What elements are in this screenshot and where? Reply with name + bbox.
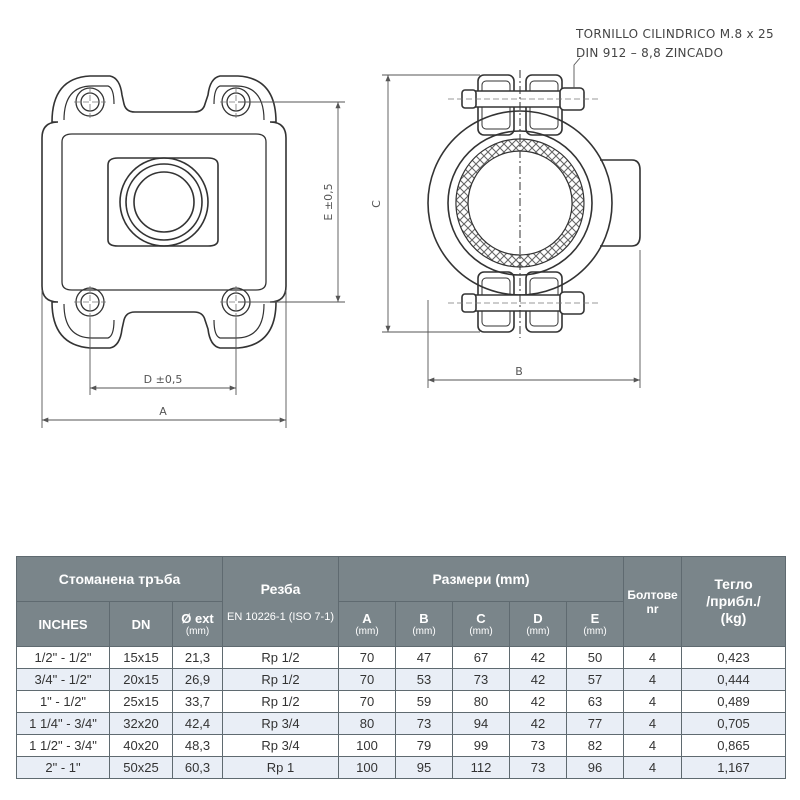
cell-E: 96 <box>567 757 624 779</box>
front-dimensions <box>42 102 345 428</box>
cell-bolts: 4 <box>624 713 682 735</box>
cell-D: 73 <box>510 735 567 757</box>
header-A-unit: (mm) <box>355 626 379 637</box>
front-view <box>42 76 286 348</box>
bolt-note-line1: TORNILLO CILINDRICO M.8 x 25 <box>576 27 774 41</box>
specs-table <box>16 556 786 779</box>
cell-E: 77 <box>567 713 624 735</box>
cell-inches: 3/4" - 1/2" <box>17 669 110 691</box>
header-steel-pipe: Стоманена тръба <box>17 557 223 602</box>
header-thread <box>223 557 339 647</box>
header-D-label: D <box>533 611 543 626</box>
cell-dn: 40x20 <box>110 735 173 757</box>
cell-E: 63 <box>567 691 624 713</box>
header-inches: INCHES <box>17 602 110 647</box>
header-E-label: E <box>590 611 600 626</box>
cell-inches: 1 1/2" - 3/4" <box>17 735 110 757</box>
cell-D: 42 <box>510 647 567 669</box>
cell-B: 47 <box>396 647 453 669</box>
cell-B: 95 <box>396 757 453 779</box>
cell-A: 70 <box>339 691 396 713</box>
header-ext-label: Ø ext <box>181 611 214 626</box>
cell-C: 80 <box>453 691 510 713</box>
header-C-label: C <box>476 611 486 626</box>
cell-ext: 26,9 <box>173 669 223 691</box>
centerlines <box>74 86 252 318</box>
cell-weight: 0,423 <box>682 647 786 669</box>
table-row <box>17 713 786 735</box>
cell-A: 100 <box>339 735 396 757</box>
cell-C: 73 <box>453 669 510 691</box>
cell-D: 42 <box>510 669 567 691</box>
header-ext <box>173 602 223 647</box>
cell-inches: 2" - 1" <box>17 757 110 779</box>
cell-ext: 48,3 <box>173 735 223 757</box>
cell-bolts: 4 <box>624 735 682 757</box>
table-row <box>17 691 786 713</box>
bolt-note-line2: DIN 912 – 8,8 ZINCADO <box>576 46 724 60</box>
cell-bolts: 4 <box>624 757 682 779</box>
header-row-1 <box>17 557 786 602</box>
cell-A: 100 <box>339 757 396 779</box>
table-row <box>17 757 786 779</box>
header-weight-line2: /прибл./ <box>706 593 761 609</box>
cell-dn: 15x15 <box>110 647 173 669</box>
header-B <box>396 602 453 647</box>
cell-thread: Rp 1/2 <box>223 669 339 691</box>
header-weight-line3: (kg) <box>720 610 747 626</box>
cell-D: 42 <box>510 691 567 713</box>
cell-D: 73 <box>510 757 567 779</box>
cell-weight: 1,167 <box>682 757 786 779</box>
cell-dn: 32x20 <box>110 713 173 735</box>
table-row <box>17 735 786 757</box>
cell-thread: Rp 3/4 <box>223 713 339 735</box>
header-A-label: A <box>362 611 372 626</box>
cell-bolts: 4 <box>624 669 682 691</box>
cell-weight: 0,865 <box>682 735 786 757</box>
cell-E: 50 <box>567 647 624 669</box>
cell-inches: 1 1/4" - 3/4" <box>17 713 110 735</box>
cell-B: 59 <box>396 691 453 713</box>
cell-ext: 33,7 <box>173 691 223 713</box>
dim-A-label: A <box>159 405 167 418</box>
header-C-unit: (mm) <box>469 626 493 637</box>
cell-B: 73 <box>396 713 453 735</box>
header-weight-line1: Тегло <box>714 576 753 592</box>
cell-C: 94 <box>453 713 510 735</box>
header-B-unit: (mm) <box>412 626 436 637</box>
cell-dn: 20x15 <box>110 669 173 691</box>
cell-thread: Rp 3/4 <box>223 735 339 757</box>
cell-A: 70 <box>339 647 396 669</box>
dim-D-label: D ±0,5 <box>143 373 183 386</box>
table-row <box>17 669 786 691</box>
header-dn: DN <box>110 602 173 647</box>
cell-bolts: 4 <box>624 647 682 669</box>
cell-A: 70 <box>339 669 396 691</box>
header-B-label: B <box>419 611 429 626</box>
header-D-unit: (mm) <box>526 626 550 637</box>
cell-weight: 0,489 <box>682 691 786 713</box>
cell-ext: 60,3 <box>173 757 223 779</box>
cell-ext: 42,4 <box>173 713 223 735</box>
dim-C-label: C <box>370 200 383 208</box>
header-E <box>567 602 624 647</box>
cell-weight: 0,444 <box>682 669 786 691</box>
cell-inches: 1/2" - 1/2" <box>17 647 110 669</box>
header-E-unit: (mm) <box>583 626 607 637</box>
cell-thread: Rp 1 <box>223 757 339 779</box>
cell-C: 67 <box>453 647 510 669</box>
header-thread-standard: EN 10226-1 (ISO 7-1) <box>227 610 334 623</box>
header-dimensions: Размери (mm) <box>339 557 624 602</box>
cell-thread: Rp 1/2 <box>223 647 339 669</box>
header-bolts-line2: nr <box>646 601 659 616</box>
cell-weight: 0,705 <box>682 713 786 735</box>
header-C <box>453 602 510 647</box>
cell-B: 53 <box>396 669 453 691</box>
header-thread-title: Резба <box>260 580 301 597</box>
cell-B: 79 <box>396 735 453 757</box>
cell-C: 112 <box>453 757 510 779</box>
header-bolts <box>624 557 682 647</box>
dim-B-label: B <box>515 365 523 378</box>
cell-D: 42 <box>510 713 567 735</box>
side-view <box>428 70 640 338</box>
header-weight <box>682 557 786 647</box>
outlet-inner-circle <box>134 172 194 232</box>
outlet-mid-circle <box>126 164 202 240</box>
header-bolts-line1: Болтове <box>627 587 678 602</box>
header-D <box>510 602 567 647</box>
header-ext-unit: (mm) <box>185 626 210 637</box>
cell-inches: 1" - 1/2" <box>17 691 110 713</box>
cell-bolts: 4 <box>624 691 682 713</box>
table-row <box>17 647 786 669</box>
cell-C: 99 <box>453 735 510 757</box>
cell-dn: 25x15 <box>110 691 173 713</box>
header-A <box>339 602 396 647</box>
bolt-holes <box>76 88 250 316</box>
outlet-outer-circle <box>120 158 208 246</box>
dim-E-label: E ±0,5 <box>322 183 335 221</box>
cell-dn: 50x25 <box>110 757 173 779</box>
cell-A: 80 <box>339 713 396 735</box>
cell-ext: 21,3 <box>173 647 223 669</box>
cell-E: 82 <box>567 735 624 757</box>
specs-table-body <box>17 647 786 779</box>
side-outlet-boss <box>600 160 640 246</box>
cell-E: 57 <box>567 669 624 691</box>
cell-thread: Rp 1/2 <box>223 691 339 713</box>
